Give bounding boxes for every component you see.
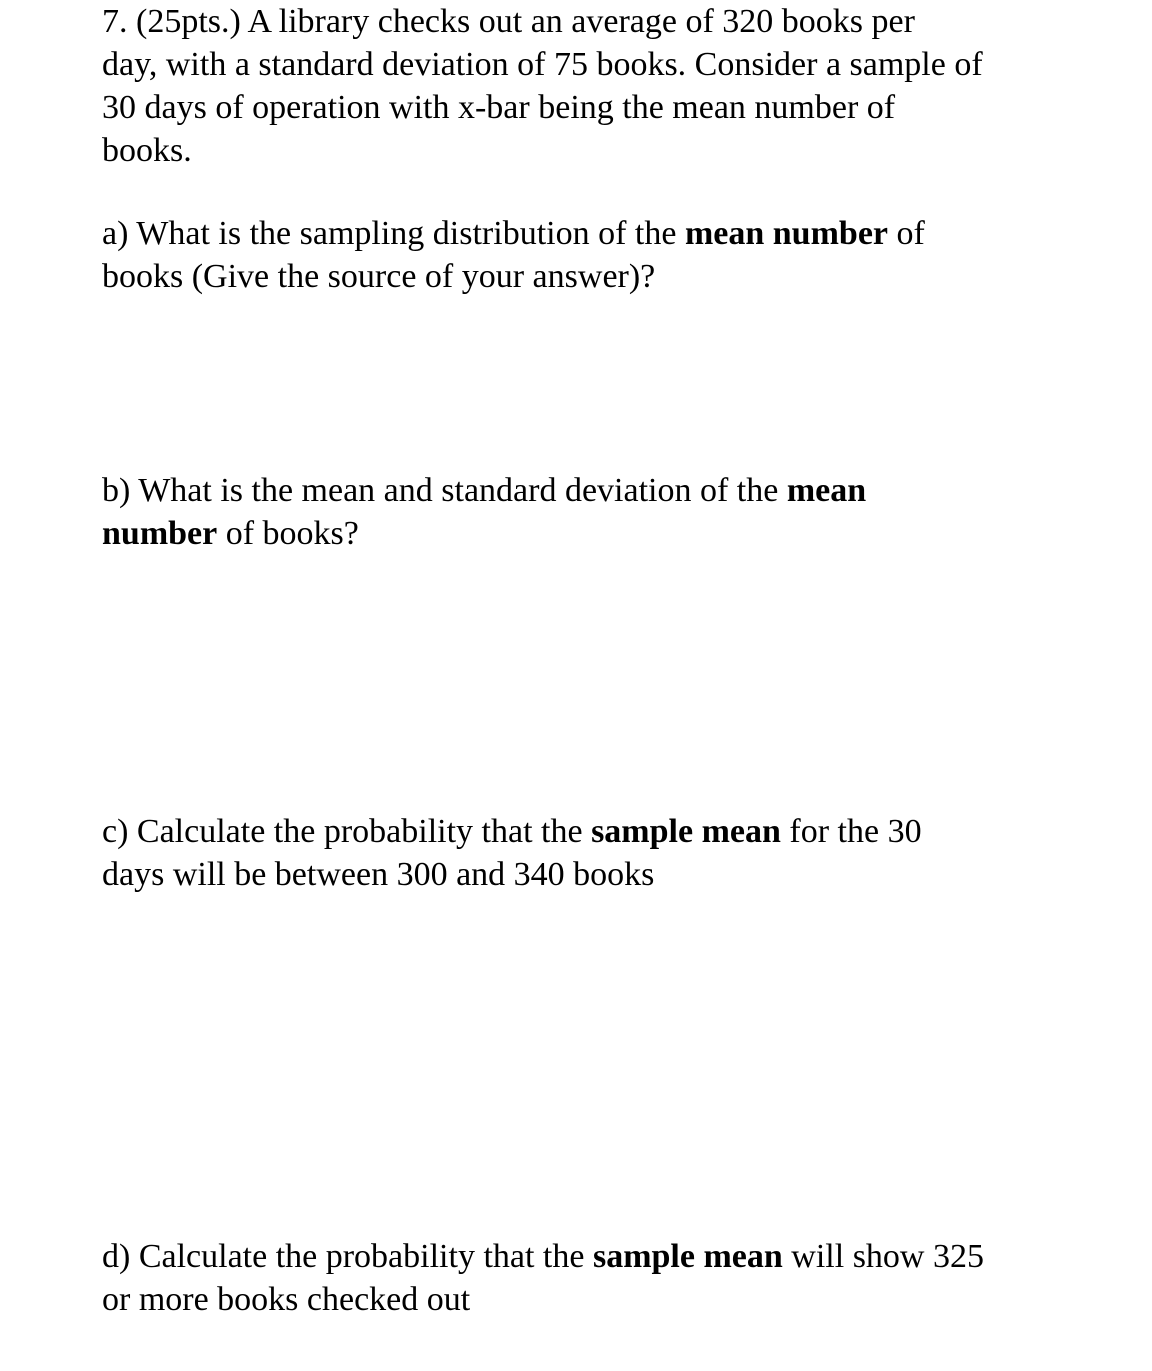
- part-d-line-2: or more books checked out: [102, 1281, 471, 1318]
- part-c-text: c) Calculate the probability that the: [102, 813, 592, 850]
- question-line-2: day, with a standard deviation of 75 books. Consider a sample of: [102, 46, 983, 83]
- part-a-text: a) What is the sampling distribution of the: [102, 215, 685, 252]
- part-a: [102, 212, 925, 298]
- part-c-line-2: days will be between 300 and 340 books: [102, 856, 655, 893]
- part-c-line-1: [102, 810, 922, 853]
- part-a-emphasis: mean number: [684, 215, 889, 252]
- question-line-1: 7. (25pts.) A library checks out an average of 320 books per: [102, 3, 915, 40]
- part-a-text-end: of: [888, 215, 925, 252]
- question-line-4: books.: [102, 132, 192, 169]
- part-c: [102, 810, 922, 896]
- part-b-line-2: [102, 512, 866, 555]
- part-b-emphasis-2: number: [102, 515, 218, 552]
- part-d-text-end: will show 325: [782, 1238, 984, 1275]
- part-c-emphasis: sample mean: [591, 813, 781, 850]
- part-d-text: d) Calculate the probability that the: [102, 1238, 593, 1275]
- part-b-emphasis-1: mean: [786, 472, 867, 509]
- part-a-line-1: [102, 212, 925, 255]
- part-c-text-end: for the 30: [780, 813, 922, 850]
- part-a-line-2: books (Give the source of your answer)?: [102, 258, 656, 295]
- question-line-3: 30 days of operation with x-bar being the mean number of: [102, 89, 896, 126]
- question-stem: [102, 0, 983, 172]
- part-d-line-1: [102, 1235, 984, 1278]
- part-b-text-end: of books?: [217, 515, 359, 552]
- part-b-line-1: [102, 469, 866, 512]
- part-b-text: b) What is the mean and standard deviation of the: [102, 472, 787, 509]
- part-d: [102, 1235, 984, 1321]
- part-d-emphasis: sample mean: [592, 1238, 783, 1275]
- part-b: [102, 469, 866, 555]
